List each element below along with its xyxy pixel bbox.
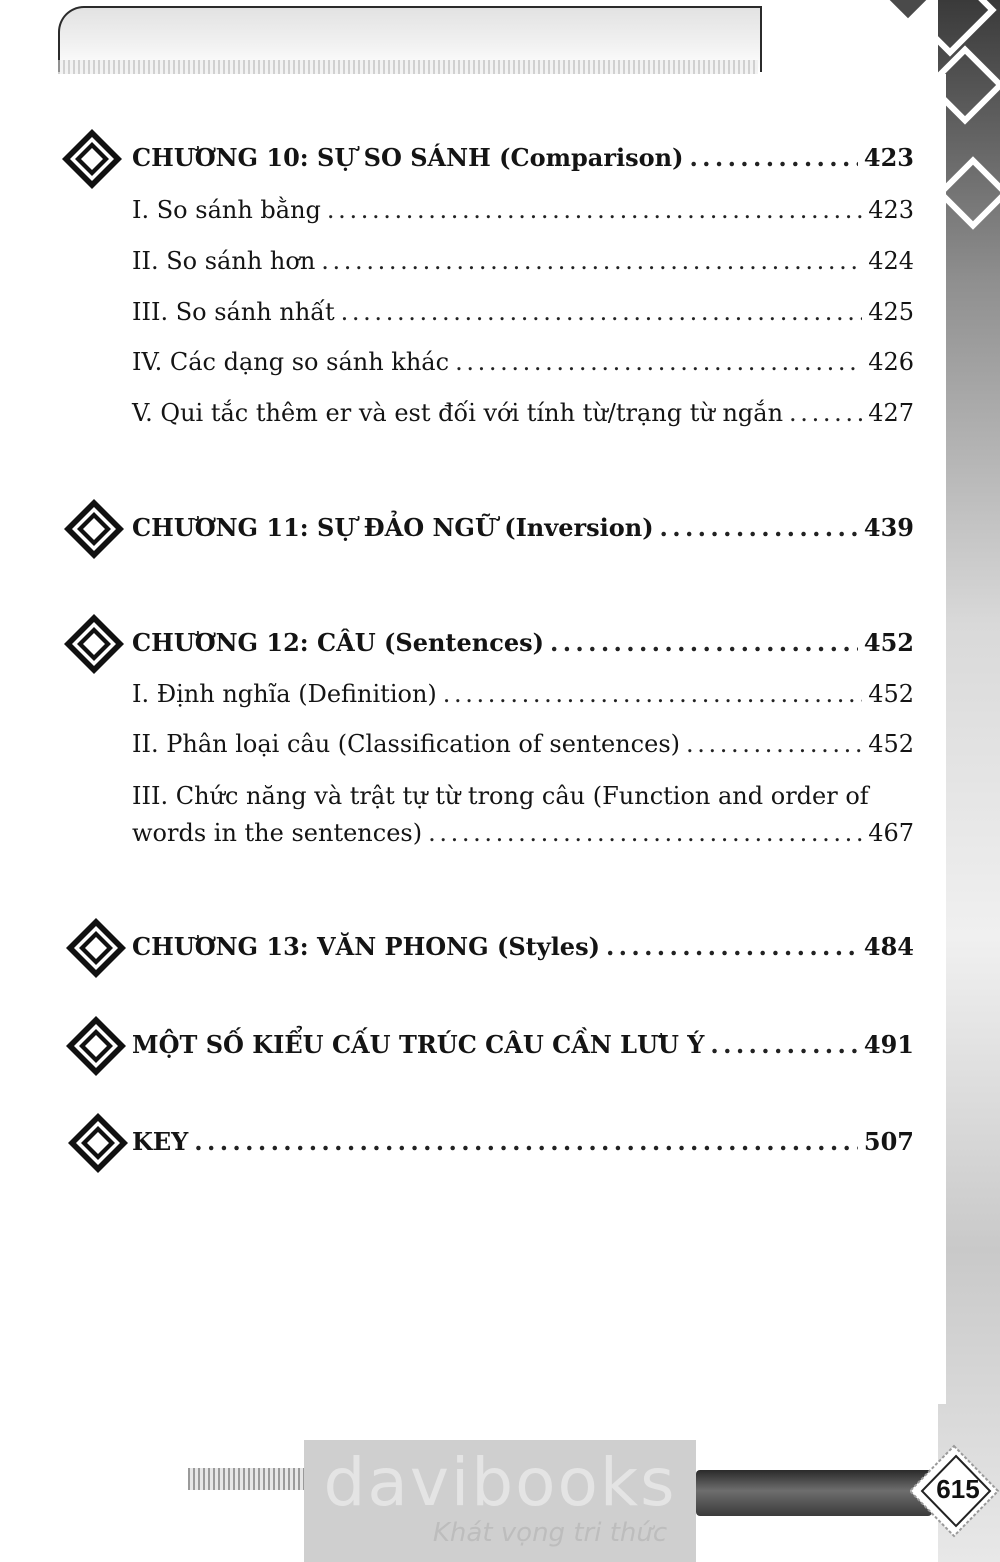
toc-subentry[interactable] [132,297,914,327]
toc-subentry-label: I. Định nghĩa (Definition) [132,680,437,708]
dot-leader [327,195,862,225]
toc-subentry-first-line[interactable] [132,781,914,811]
toc-entry-title: CHƯƠNG 13: VĂN PHONG (Styles) [132,932,600,961]
dot-leader [689,143,857,173]
toc-page-number: 467 [868,819,914,847]
toc-entry-title: KEY [132,1127,189,1156]
dot-leader [606,932,858,962]
footer-stripe-decoration [188,1468,306,1490]
watermark [304,1440,696,1562]
dot-leader [660,513,858,543]
toc-page-number: 491 [863,1030,914,1059]
toc-entry-chapter-12[interactable] [132,628,914,658]
diamond-bullet-icon [64,1014,128,1078]
watermark-tagline: Khát vọng tri thức [432,1518,668,1548]
dot-leader [789,398,862,428]
toc-subentry-label-continued: words in the sentences) [132,819,423,847]
dot-leader [710,1030,858,1060]
dot-leader [341,297,863,327]
toc-subentry-label: V. Qui tắc thêm er và est đối với tính từ/trạng từ ngắn [132,399,784,427]
toc-subentry-label: III. Chức năng và trật tự từ trong câu (Function and order of [132,782,869,810]
dot-leader [686,729,862,759]
page-number: 615 [936,1474,980,1504]
toc-subentry-label: IV. Các dạng so sánh khác [132,348,450,376]
toc-entry-title: MỘT SỐ KIỂU CẤU TRÚC CÂU CẦN LƯU Ý [132,1030,705,1059]
toc-entry-key[interactable] [132,1127,914,1157]
toc-page-number: 425 [868,298,914,326]
toc-page-number: 439 [863,513,914,542]
dot-leader [194,1127,858,1157]
toc-entry-title: CHƯƠNG 11: SỰ ĐẢO NGỮ (Inversion) [132,513,654,542]
toc-subentry-label: III. So sánh nhất [132,298,335,326]
dot-leader [550,628,858,658]
toc-page-number: 507 [863,1127,914,1156]
diamond-bullet-icon [62,497,126,561]
toc-entry-title: CHƯƠNG 10: SỰ SO SÁNH (Comparison) [132,143,684,172]
toc-entry-chapter-13[interactable] [132,932,914,962]
toc-subentry-continuation[interactable] [132,818,914,848]
toc-page-number: 424 [868,247,914,275]
toc-subentry-label: II. So sánh hơn [132,247,316,275]
toc-entry-sentence-structures[interactable] [132,1030,914,1060]
toc-page-number: 484 [863,932,914,961]
diamond-bullet-icon [64,916,128,980]
dot-leader [428,818,862,848]
toc-page-number: 452 [868,680,914,708]
toc-page-number: 426 [868,348,914,376]
toc-entry-chapter-10[interactable] [132,143,914,173]
dot-leader [443,679,862,709]
toc-subentry[interactable] [132,398,914,428]
toc-entry-chapter-11[interactable] [132,513,914,543]
toc-entry-title: CHƯƠNG 12: CÂU (Sentences) [132,628,544,657]
dot-leader [455,347,862,377]
toc-page-number: 423 [863,143,914,172]
dot-leader [321,246,862,276]
toc-page-number: 452 [868,730,914,758]
toc-subentry[interactable] [132,347,914,377]
footer-bar-decoration [696,1470,932,1516]
watermark-brand: davibooks [323,1444,677,1521]
toc-subentry[interactable] [132,729,914,759]
toc-page-number: 452 [863,628,914,657]
toc-page-number: 427 [868,399,914,427]
diamond-bullet-icon [66,1111,130,1175]
toc-subentry-label: I. So sánh bằng [132,196,321,224]
toc-page-number: 423 [868,196,914,224]
toc-subentry[interactable] [132,679,914,709]
diamond-bullet-icon [60,127,124,191]
toc-subentry[interactable] [132,195,914,225]
toc-subentry[interactable] [132,246,914,276]
diamond-bullet-icon [62,612,126,676]
toc-subentry-label: II. Phân loại câu (Classification of sentences) [132,730,680,758]
